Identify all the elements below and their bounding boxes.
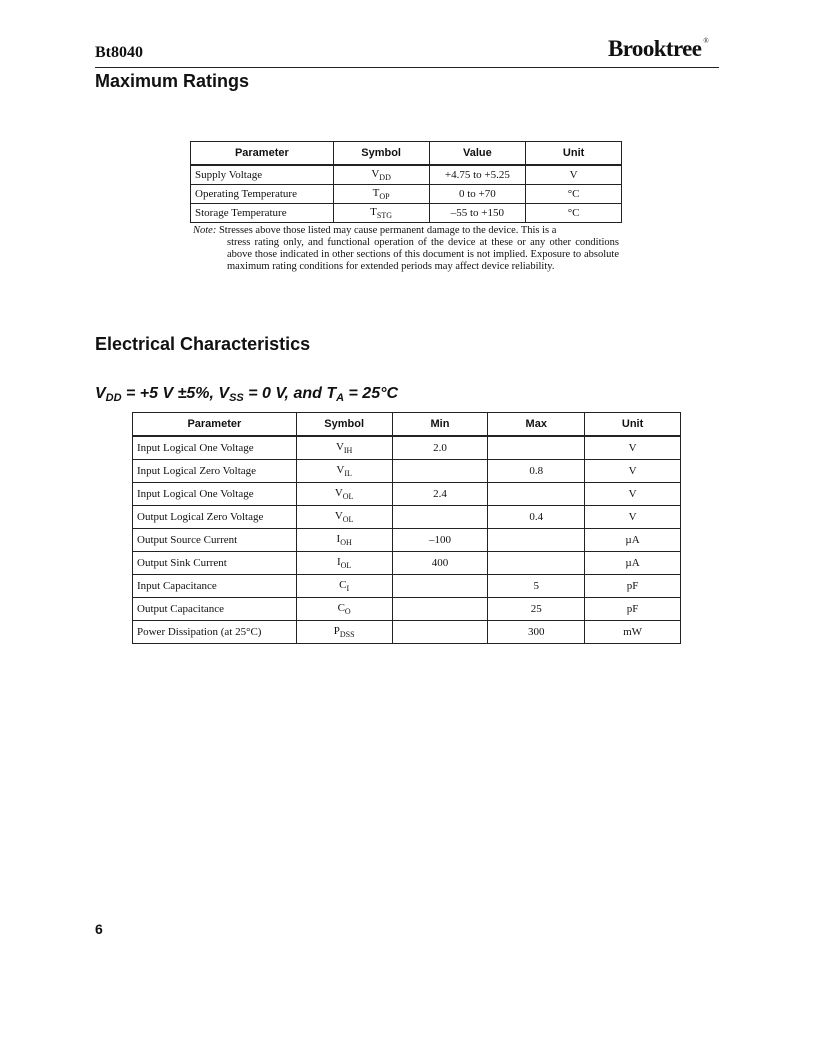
table-row [133,529,681,552]
min-cell [392,506,488,529]
symbol-subscript: DD [379,173,391,182]
symbol-letter: C [339,579,347,591]
symbol-subscript: IH [343,446,353,455]
max-ratings-table [190,141,622,223]
brooktree-logo [608,36,708,62]
max-cell [488,436,585,460]
parameter-cell: Input Logical Zero Voltage [133,460,297,483]
max-cell: 25 [488,598,585,621]
note-first-line [193,225,619,237]
parameter-cell: Output Logical Zero Voltage [133,506,297,529]
column-header: Value [429,142,526,166]
unit-cell: V [585,506,681,529]
symbol-cell [296,529,392,552]
table-row [133,483,681,506]
column-header: Unit [526,142,622,166]
min-cell: –100 [392,529,488,552]
symbol-letter: V [336,464,345,476]
value-cell: 0 to +70 [429,185,526,204]
unit-cell: pF [585,598,681,621]
symbol-subscript: STG [376,211,393,220]
table-header-row [133,413,681,437]
symbol-cell [296,552,392,575]
table-row [191,185,622,204]
max-cell [488,483,585,506]
symbol-cell [296,460,392,483]
value-cell: +4.75 to +5.25 [429,165,526,185]
symbol-letter: V [334,510,343,522]
unit-cell: °C [526,185,622,204]
cond-text: = 0 V, and [243,385,327,402]
symbol-cell [333,185,429,204]
table-row [133,621,681,644]
min-cell [392,575,488,598]
parameter-cell: Supply Voltage [191,165,334,185]
logo-text: Brooktree [608,36,702,61]
cond-var: V [218,385,230,402]
unit-cell: °C [567,207,580,219]
symbol-cell [296,621,392,644]
symbol-letter: T [372,187,380,199]
parameter-cell: Output Capacitance [133,598,297,621]
cond-var: T [326,385,337,402]
column-header: Symbol [296,413,392,437]
symbol-subscript: DSS [339,630,355,639]
column-header: Symbol [333,142,429,166]
unit-cell: µA [585,529,681,552]
parameter-cell: Operating Temperature [191,185,334,204]
min-cell: 2.0 [392,436,488,460]
section-title-max-ratings: Maximum Ratings [95,71,250,91]
symbol-subscript: OH [340,538,352,547]
max-cell: 300 [488,621,585,644]
unit-cell: V [585,436,681,460]
min-cell: 400 [392,552,488,575]
table-header-row [191,142,622,166]
table-row [133,575,681,598]
symbol-cell [296,436,392,460]
table-row [133,598,681,621]
max-cell [488,529,585,552]
column-header: Min [392,413,488,437]
max-cell: 5 [488,575,585,598]
cond-var: V [95,385,106,402]
column-header: Parameter [133,413,297,437]
symbol-subscript: O [344,607,351,616]
symbol-cell [296,483,392,506]
symbol-letter: V [334,487,343,499]
note-text-start: Stresses above those listed may cause permanent damage to the device. This is a [218,225,557,236]
parameter-cell: Input Capacitance [133,575,297,598]
parameter-cell: Input Logical One Voltage [133,436,297,460]
parameter-cell: Power Dissipation (at 25°C) [133,621,297,644]
symbol-cell [333,165,429,185]
max-cell [488,552,585,575]
symbol-subscript: IL [344,469,352,478]
parameter-cell: Input Logical One Voltage [133,483,297,506]
symbol-letter: V [335,441,344,453]
symbol-letter: V [371,168,380,180]
unit-cell: V [526,165,622,185]
table-row [133,552,681,575]
cond-sub: SS [229,392,244,404]
symbol-letter: P [333,625,340,637]
symbol-subscript: OL [342,515,354,524]
symbol-cell [333,204,429,223]
part-number: Bt8040 [95,44,143,61]
value-cell: –55 to +150 [429,204,526,223]
section-title-electrical: Electrical Characteristics [95,334,311,354]
electrical-characteristics-table [132,412,681,644]
symbol-subscript: OP [379,192,390,201]
note-label: Note: [193,225,217,236]
symbol-letter: I [336,533,341,545]
table-row [133,460,681,483]
column-header: Unit [585,413,681,437]
parameter-cell: Storage Temperature [191,204,334,223]
unit-cell: V [585,460,681,483]
table-row [191,165,622,185]
min-cell: 2.4 [392,483,488,506]
unit-cell: pF [585,575,681,598]
table-row [133,506,681,529]
table-row [191,204,622,223]
parameter-cell: Output Source Current [133,529,297,552]
symbol-letter: T [370,206,377,218]
page-number: 6 [95,921,103,937]
cond-text: = 25°C [344,385,399,402]
parameter-cell: Output Sink Current [133,552,297,575]
symbol-subscript: I [346,584,350,593]
symbol-subscript: OL [342,492,354,501]
cond-text: = +5 V ±5%, [121,385,219,402]
table-row [133,436,681,460]
symbol-subscript: OL [340,561,352,570]
unit-cell: mW [623,626,643,638]
registered-mark: ® [703,37,709,46]
min-cell [392,460,488,483]
note-text-continued: stress rating only, and functional operation of the device at these or any other conditions above those indicated in other sections of this document is not implied. Exposure to absolute maximum rating conditions for extended periods may affect device reliability. [227,237,619,272]
conditions-heading [95,385,398,404]
min-cell [392,621,488,644]
symbol-letter: C [337,602,345,614]
symbol-cell [296,598,392,621]
max-cell: 0.8 [488,460,585,483]
max-cell: 0.4 [488,506,585,529]
cond-sub: DD [105,392,122,404]
symbol-cell [296,575,392,598]
min-cell [392,598,488,621]
unit-cell: V [585,483,681,506]
header-rule [95,67,719,68]
unit-cell: µA [585,552,681,575]
cond-sub: A [336,392,345,404]
column-header: Parameter [191,142,334,166]
symbol-letter: I [336,556,341,568]
column-header: Max [488,413,585,437]
symbol-cell [296,506,392,529]
